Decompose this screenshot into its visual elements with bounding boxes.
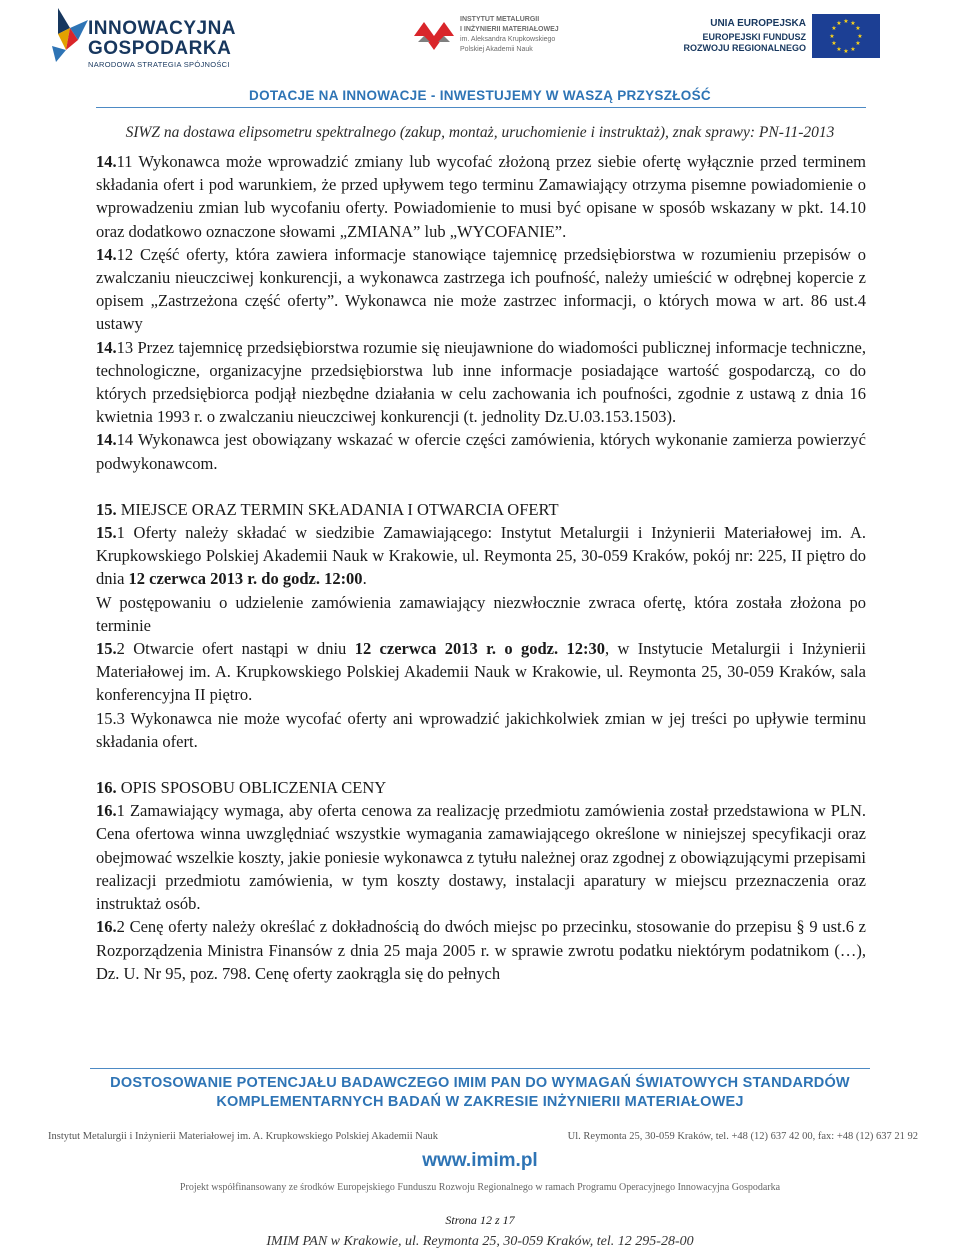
section-title: OPIS SPOSOBU OBLICZENIA CENY	[120, 778, 387, 798]
footer-banner-line1: DOSTOSOWANIE POTENCJAŁU BADAWCZEGO IMIM PAN DO WYMAGAŃ ŚWIATOWYCH STANDARDÓW	[110, 1075, 850, 1091]
paragraph-number: 14.	[96, 430, 117, 450]
footer-divider	[90, 1068, 870, 1069]
imim-mark-icon	[414, 16, 454, 56]
page-of: z	[494, 1213, 500, 1227]
paragraph-15-1	[96, 521, 866, 591]
eu-flag-icon	[812, 14, 880, 58]
paragraph-text: 1 Zamawiający wymaga, aby oferta cenowa za realizację przedmiotu zamówienia został przedstawiona w PLN. Cena ofertowa winna uwzględniać wszystkie wymagania zamawiającego określone w niniejszej specyfikacji oraz obejmować wszelkie koszty, jakie poniesie wykonawca z tytułu należnej oraz zgodnej z obowiązującymi przepisami realizacji przedmiotu zamówienia, w tym koszty dostawy, instalacji aparatury w miejscu przeznaczenia oraz instruktaż osób.	[96, 801, 866, 914]
eu-logo-line3: ROZWOJU REGIONALNEGO	[683, 43, 806, 53]
page-total: 17	[502, 1213, 515, 1227]
section-15-heading	[96, 498, 866, 521]
svg-text:★: ★	[850, 46, 856, 53]
paragraph-14-12	[96, 243, 866, 336]
paragraph-16-1	[96, 799, 866, 915]
header-divider	[96, 107, 866, 108]
spacer	[96, 753, 866, 776]
paragraph-text: 1 Oferty należy składać w siedzibie Zamawiającego: Instytut Metalurgii i Inżynierii Materiałowej im. A. Krupkowskiego Polskiej Akademii Nauk w Krakowie, ul. Reymonta 25, 30-059 Kraków, pokój nr: 225, II piętro do dnia	[96, 523, 866, 589]
footer-address-left: Instytut Metalurgii i Inżynierii Materiałowej im. A. Krupkowskiego Polskiej Akademii Nauk	[48, 1131, 438, 1142]
footer-imim-address: IMIM PAN w Krakowie, ul. Reymonta 25, 30-059 Kraków, tel. 12 295-28-00	[266, 1234, 694, 1249]
paragraph-text: 14 Wykonawca jest obowiązany wskazać w ofercie części zamówienia, których wykonanie zamierza powierzyć podwykonawcom.	[96, 430, 866, 473]
imim-logo-line3: im. Aleksandra Krupkowskiego	[460, 36, 556, 43]
imim-logo	[414, 14, 614, 60]
paragraph-text: .	[362, 569, 367, 589]
section-16-heading	[96, 776, 866, 799]
paragraph-text: 2 Otwarcie ofert nastąpi w dniu	[116, 639, 347, 659]
logo-ig-line2: GOSPODARKA	[88, 38, 232, 59]
paragraph-number: 14.	[96, 152, 117, 171]
paragraph-15-2	[96, 637, 866, 707]
paragraph-number: 15.	[96, 523, 117, 543]
paragraph-15-1b: W postępowaniu o udzielenie zamówienia zamawiający niezwłocznie zwraca ofertę, która została złożona po terminie	[96, 592, 866, 635]
spacer	[96, 475, 866, 498]
svg-text:★: ★	[836, 46, 842, 53]
svg-text:★: ★	[850, 20, 856, 27]
header-logo-bar	[0, 0, 960, 80]
paragraph-14-14	[96, 428, 866, 474]
svg-text:★: ★	[843, 18, 849, 25]
svg-text:★: ★	[829, 33, 835, 40]
footer-address	[48, 1131, 918, 1142]
section-title: MIEJSCE ORAZ TERMIN SKŁADANIA I OTWARCIA OFERT	[120, 499, 559, 519]
imim-logo-line2: I INŻYNIERII MATERIAŁOWEJ	[460, 26, 559, 33]
eu-logo	[683, 10, 910, 60]
page-prefix: Strona	[445, 1213, 477, 1227]
logo-ig-line1: INNOWACYJNA	[88, 18, 237, 39]
svg-text:★: ★	[831, 40, 837, 47]
paragraph-text: 2 Cenę oferty należy określać z dokładnością do dwóch miejsc po przecinku, stosowanie do przepisu § 9 ust.6 z Rozporządzenia Ministra Finansów z dnia 25 maja 2005 r. w sprawie zwrotu podatku niektórym podatnikom (…), Dz. U. Nr 95, poz. 798. Cenę oferty zaokrągla się do pełnych	[96, 917, 866, 983]
paragraph-text: 12 Część oferty, która zawiera informacje stanowiące tajemnicę przedsiębiorstwa w rozumieniu przepisów o zwalczaniu nieuczciwej konkurencji, a wykonawca zastrzega ich poufność, należy umieścić w odrębnej kopercie z opisem „Zastrzeżona część oferty”. Wykonawca nie może zastrzec informacji, o których mowa w art. 86 ust.4 ustawy	[96, 244, 866, 334]
footer-website-link[interactable]: www.imim.pl	[422, 1150, 538, 1171]
header-banner: DOTACJE NA INNOWACJE - INWESTUJEMY W WASZĄ PRZYSZŁOŚĆ	[249, 88, 711, 103]
paragraph-14-11	[96, 150, 866, 243]
imim-logo-line4: Polskiej Akademii Nauk	[460, 46, 533, 53]
paragraph-number: 16.	[96, 917, 117, 937]
paragraph-number: 14.	[96, 337, 117, 357]
section-number: 16.	[96, 778, 117, 798]
paragraph-14-13	[96, 336, 866, 429]
imim-logo-line1: INSTYTUT METALURGII	[460, 16, 540, 23]
paragraph-number: 14.	[96, 244, 117, 264]
deadline-date: 12 czerwca 2013 r. do godz. 12:00	[128, 569, 363, 589]
page-current: 12	[479, 1213, 492, 1227]
paragraph-text: 13 Przez tajemnicę przedsiębiorstwa rozumie się nieujawnione do wiadomości publicznej informacje techniczne, technologiczne, organizacyjne przedsiębiorstwa lub inne informacje posiadające wartość gospodarczą, co do których przedsiębiorca podjął niezbędne działania w celu zachowania ich poufności, zgodnie z ustawą z dnia 16 kwietnia 1993 r. o zwalczaniu nieuczciwej konkurencji (t. jednolity Dz.U.03.153.1503).	[96, 337, 866, 427]
svg-text:★: ★	[857, 33, 863, 40]
svg-text:★: ★	[855, 40, 861, 47]
svg-text:★: ★	[836, 20, 842, 27]
paragraph-text: , w Instytucie Metalurgii i Inżynierii Materiałowej im. A. Krupkowskiego Polskiej Akademii Nauk w Krakowie, ul. Reymonta 25, 30-059 Kraków, sala konferencyjna II piętro.	[96, 639, 866, 705]
footer-banner-line2: KOMPLEMENTARNYCH BADAŃ W ZAKRESIE INŻYNIERII MATERIAŁOWEJ	[216, 1094, 744, 1110]
svg-text:★: ★	[831, 25, 837, 32]
paragraph-number: 16.	[96, 801, 117, 821]
eu-logo-line1: UNIA EUROPEJSKA	[710, 18, 806, 29]
svg-text:★: ★	[843, 48, 849, 55]
page-number	[0, 1213, 960, 1228]
svg-text:★: ★	[855, 25, 861, 32]
paragraph-number: 15.	[96, 639, 117, 659]
eu-logo-line2: EUROPEJSKI FUNDUSZ	[702, 32, 806, 42]
star-logo-icon	[48, 6, 92, 66]
section-number: 15.	[96, 499, 117, 519]
document-body	[96, 150, 866, 985]
paragraph-16-2	[96, 915, 866, 985]
footer-address-right: Ul. Reymonta 25, 30-059 Kraków, tel. +48 (12) 637 42 00, fax: +48 (12) 637 21 92	[567, 1131, 918, 1142]
document-header-line: SIWZ na dostawa elipsometru spektralnego (zakup, montaż, uruchomienie i instruktaż), znak sprawy: PN-11-2013	[125, 124, 835, 141]
logo-ig-line3: NARODOWA STRATEGIA SPÓJNOŚCI	[88, 60, 230, 69]
innowacyjna-gospodarka-logo	[48, 6, 268, 72]
footer-project-note: Projekt współfinansowany ze środków Europejskiego Funduszu Rozwoju Regionalnego w ramach Programu Operacyjnego Innowacyjna Gospodarka	[179, 1182, 781, 1193]
paragraph-text: 11 Wykonawca może wprowadzić zmiany lub wycofać złożoną przez siebie ofertę wyłącznie przed terminem składania ofert i pod warunkiem, że przed upływem tego terminu Zamawiający otrzyma pisemne powiadomienie o wprowadzeniu zmian lub wycofaniu oferty. Powiadomienie to musi być opisane w sposób wskazany w pkt. 14.10 oraz dodatkowo oznaczone słowami „ZMIANA” lub „WYCOFANIE”.	[96, 152, 866, 241]
paragraph-15-3: 15.3 Wykonawca nie może wycofać oferty ani wprowadzić jakichkolwiek zmian w jej treści po upływie terminu składania ofert.	[96, 708, 866, 751]
opening-date: 12 czerwca 2013 r. o godz. 12:30	[354, 639, 605, 659]
